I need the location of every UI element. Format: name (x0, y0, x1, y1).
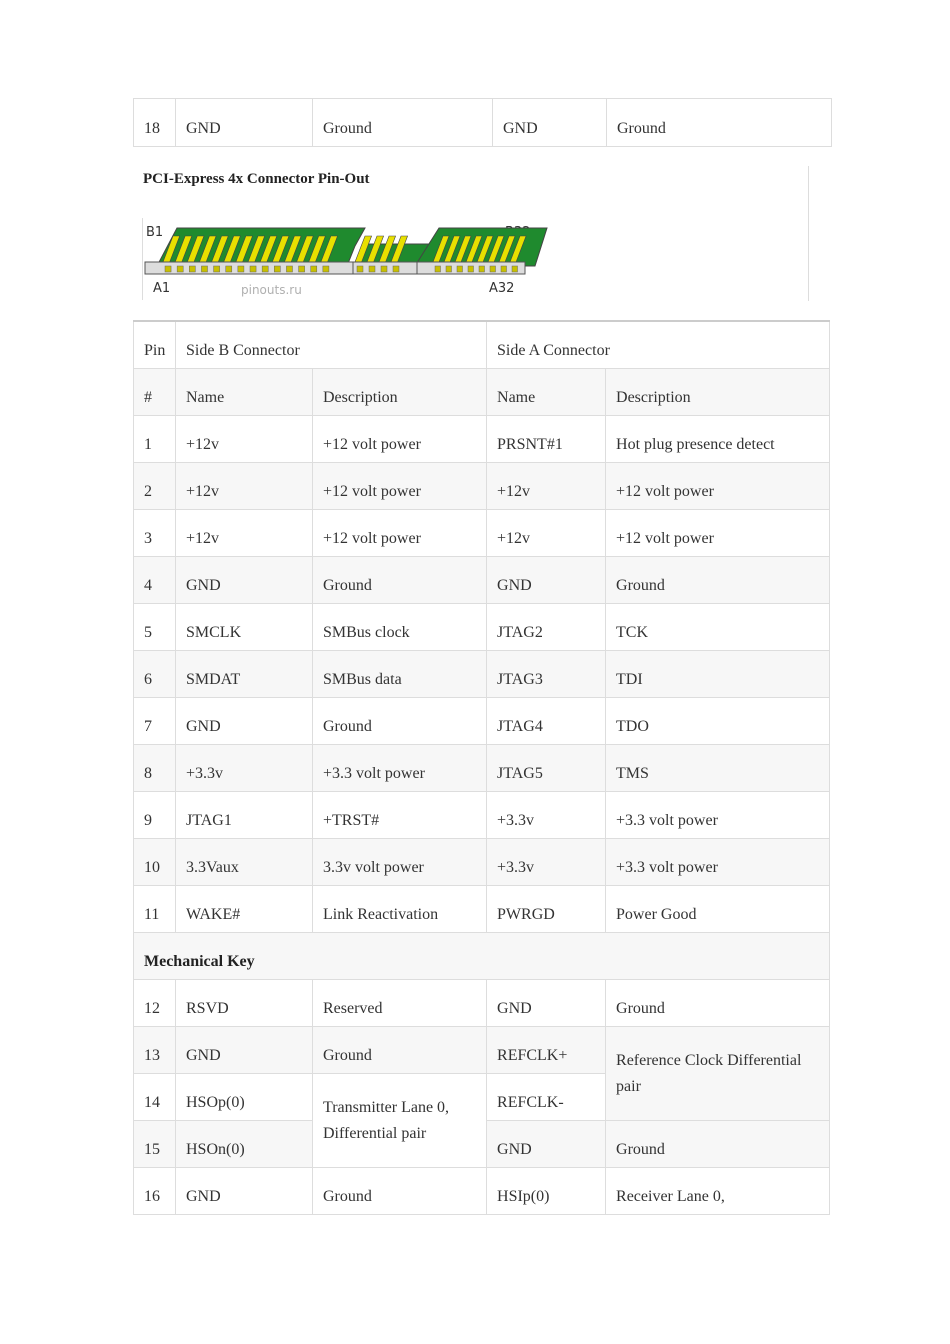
subheader-num: # (134, 369, 176, 416)
cell-a-desc: TMS (606, 745, 830, 792)
cell-a-desc: Ground (606, 1121, 830, 1168)
cell-a-desc: TCK (606, 604, 830, 651)
cell-pin: 2 (134, 463, 176, 510)
watermark: pinouts.ru (241, 283, 302, 297)
cell-a-desc: TDO (606, 698, 830, 745)
cell-b-desc: Ground (313, 557, 487, 604)
cell-b-desc: Reserved (313, 980, 487, 1027)
cell-a-desc: Ground (606, 557, 830, 604)
cell-a-name: +3.3v (487, 839, 606, 886)
cell-a-name: GND (493, 99, 607, 147)
cell-a-name: HSIp(0) (487, 1168, 606, 1215)
edge-pin (457, 266, 463, 272)
cell-b-name: +3.3v (176, 745, 313, 792)
cell-b-name: GND (176, 557, 313, 604)
cell-a-desc: +12 volt power (606, 463, 830, 510)
cell-b-name: SMDAT (176, 651, 313, 698)
table-row (134, 792, 830, 839)
cell-a-name: REFCLK+ (487, 1027, 606, 1074)
cell-a-desc: Receiver Lane 0, (606, 1168, 830, 1215)
cell-b-desc: +3.3 volt power (313, 745, 487, 792)
cell-b-desc: +TRST# (313, 792, 487, 839)
cell-a-name: GND (487, 1121, 606, 1168)
edge-pin (435, 266, 441, 272)
cell-a-desc: Power Good (606, 886, 830, 933)
cell-b-desc: SMBus data (313, 651, 487, 698)
edge-pin (262, 266, 268, 272)
cell-a-desc: Ground (607, 99, 832, 147)
edge-left (145, 262, 353, 274)
cell-pin: 5 (134, 604, 176, 651)
cell-b-name: RSVD (176, 980, 313, 1027)
label-a32: A32 (489, 281, 515, 296)
cell-pin: 18 (134, 99, 176, 147)
cell-b-name: +12v (176, 463, 313, 510)
cell-pin: 3 (134, 510, 176, 557)
cell-pin: 16 (134, 1168, 176, 1215)
connector-section (143, 166, 809, 301)
cell-pin: 7 (134, 698, 176, 745)
cell-b-name: +12v (176, 510, 313, 557)
cell-a-desc: +12 volt power (606, 510, 830, 557)
cell-a-name: +3.3v (487, 792, 606, 839)
section-title: PCI-Express 4x Connector Pin-Out (143, 171, 370, 187)
cell-a-name: JTAG2 (487, 604, 606, 651)
edge-pin (479, 266, 485, 272)
cell-b-name: GND (176, 1168, 313, 1215)
cell-b-desc: Link Reactivation (313, 886, 487, 933)
cell-a-name: +12v (487, 463, 606, 510)
cell-b-desc: 3.3v volt power (313, 839, 487, 886)
edge-pin (165, 266, 171, 272)
cell-b-desc: +12 volt power (313, 416, 487, 463)
table-row (134, 1027, 830, 1074)
cell-pin: 4 (134, 557, 176, 604)
subheader-b-desc: Description (313, 369, 487, 416)
subheader-a-name: Name (487, 369, 606, 416)
table-row (134, 980, 830, 1027)
cell-a-name: REFCLK- (487, 1074, 606, 1121)
label-b1: B1 (146, 225, 164, 240)
cell-pin: 9 (134, 792, 176, 839)
previous-table-fragment (133, 98, 832, 147)
cell-pin: 14 (134, 1074, 176, 1121)
cell-b-desc: +12 volt power (313, 510, 487, 557)
edge-pin (446, 266, 452, 272)
edge-pin (369, 266, 375, 272)
cell-b-name: +12v (176, 416, 313, 463)
cell-pin: 12 (134, 980, 176, 1027)
cell-pin: 6 (134, 651, 176, 698)
edge-pin (393, 266, 399, 272)
subheader-b-name: Name (176, 369, 313, 416)
edge-pin (226, 266, 232, 272)
cell-pin: 1 (134, 416, 176, 463)
cell-b-desc: Ground (313, 1168, 487, 1215)
cell-b-desc-merged: Transmitter Lane 0, Differential pair (313, 1074, 487, 1168)
label-a1: A1 (153, 281, 171, 296)
cell-b-name: HSOn(0) (176, 1121, 313, 1168)
table-row (134, 557, 830, 604)
edge-pin (468, 266, 474, 272)
cell-pin: 15 (134, 1121, 176, 1168)
cell-b-name: GND (176, 1027, 313, 1074)
edge-pin (189, 266, 195, 272)
header-side-a: Side A Connector (487, 321, 830, 369)
edge-pin (250, 266, 256, 272)
cell-a-desc: Ground (606, 980, 830, 1027)
cell-a-name: JTAG5 (487, 745, 606, 792)
cell-a-name: JTAG3 (487, 651, 606, 698)
cell-b-name: SMCLK (176, 604, 313, 651)
cell-pin: 10 (134, 839, 176, 886)
cell-pin: 8 (134, 745, 176, 792)
cell-a-desc: +3.3 volt power (606, 792, 830, 839)
table-row (134, 1168, 830, 1215)
cell-pin: 11 (134, 886, 176, 933)
edge-pin (501, 266, 507, 272)
cell-b-name: 3.3Vaux (176, 839, 313, 886)
table-row (134, 463, 830, 510)
edge-pin (214, 266, 220, 272)
edge-pin (381, 266, 387, 272)
subheader-row (134, 369, 830, 416)
cell-a-desc: TDI (606, 651, 830, 698)
table-row (134, 99, 832, 147)
edge-pin (357, 266, 363, 272)
cell-a-name: JTAG4 (487, 698, 606, 745)
cell-b-desc: Ground (313, 1027, 487, 1074)
header-side-b: Side B Connector (176, 321, 487, 369)
cell-pin: 13 (134, 1027, 176, 1074)
edge-pin (201, 266, 207, 272)
table-row (134, 510, 830, 557)
cell-a-desc: Hot plug presence detect (606, 416, 830, 463)
table-row (134, 651, 830, 698)
cell-a-desc-merged: Reference Clock Differential pair (606, 1027, 830, 1121)
edge-pin (299, 266, 305, 272)
table-row (134, 604, 830, 651)
header-row (134, 321, 830, 369)
cell-b-desc: SMBus clock (313, 604, 487, 651)
cell-b-name: WAKE# (176, 886, 313, 933)
cell-b-desc: Ground (313, 698, 487, 745)
edge-pin (274, 266, 280, 272)
header-pin: Pin (134, 321, 176, 369)
edge-pin (490, 266, 496, 272)
cell-a-name: GND (487, 557, 606, 604)
cell-b-name: JTAG1 (176, 792, 313, 839)
edge-pin (512, 266, 518, 272)
edge-pin (177, 266, 183, 272)
table-row (134, 416, 830, 463)
table-row (134, 745, 830, 792)
mechanical-key-row (134, 933, 830, 980)
pcie-4x-connector-diagram (143, 222, 563, 302)
cell-a-name: GND (487, 980, 606, 1027)
cell-b-desc: +12 volt power (313, 463, 487, 510)
table-row (134, 839, 830, 886)
cell-b-name: GND (176, 698, 313, 745)
subheader-a-desc: Description (606, 369, 830, 416)
cell-a-name: PWRGD (487, 886, 606, 933)
cell-b-name: GND (176, 99, 313, 147)
cell-a-name: +12v (487, 510, 606, 557)
edge-pin (311, 266, 317, 272)
pinout-table (133, 320, 830, 1215)
cell-a-name: PRSNT#1 (487, 416, 606, 463)
edge-pin (238, 266, 244, 272)
cell-b-desc: Ground (313, 99, 493, 147)
edge-pin (286, 266, 292, 272)
cell-b-name: HSOp(0) (176, 1074, 313, 1121)
cell-a-desc: +3.3 volt power (606, 839, 830, 886)
edge-pin (323, 266, 329, 272)
mechanical-key-label: Mechanical Key (134, 933, 830, 980)
table-row (134, 886, 830, 933)
table-row (134, 698, 830, 745)
